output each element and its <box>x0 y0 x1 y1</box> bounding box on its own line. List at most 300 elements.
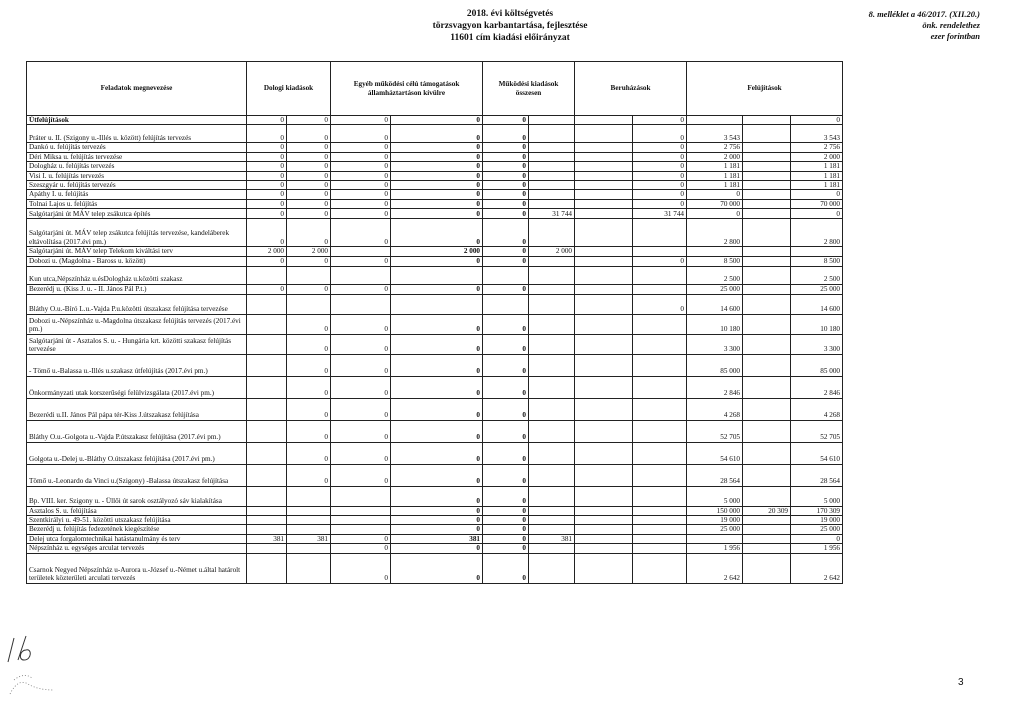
row-value-cell: 3 300 <box>791 334 843 354</box>
row-value-cell: 0 <box>687 209 743 219</box>
row-value-cell: 0 <box>287 256 331 266</box>
row-value-cell: 0 <box>287 334 331 354</box>
table-row <box>27 398 843 420</box>
row-value-cell <box>575 143 633 152</box>
title-line-1: 2018. évi költségvetés <box>466 9 554 19</box>
row-value-cell <box>575 256 633 266</box>
row-value-cell: 0 <box>287 181 331 190</box>
table-row <box>27 376 843 398</box>
row-value-cell: 0 <box>287 420 331 442</box>
row-value-cell <box>247 516 287 525</box>
row-value-cell <box>529 116 575 125</box>
row-value-cell: 0 <box>633 171 687 180</box>
row-value-cell <box>575 420 633 442</box>
row-value-cell: 0 <box>483 143 529 152</box>
row-value-cell: 0 <box>391 190 483 199</box>
row-value-cell <box>529 199 575 208</box>
row-value-cell: 0 <box>391 219 483 247</box>
row-value-cell: 5 000 <box>791 486 843 506</box>
annex-reference <box>820 9 980 42</box>
row-value-cell <box>247 376 287 398</box>
row-value-cell: 25 000 <box>687 525 743 534</box>
col-header-egyeb: Egyéb működési célú támogatások államháztartáson kívülre <box>331 62 483 116</box>
row-value-cell: 0 <box>247 143 287 152</box>
row-value-cell <box>247 464 287 486</box>
row-value-cell: 28 564 <box>791 464 843 486</box>
row-value-cell <box>575 219 633 247</box>
row-value-cell: 0 <box>287 354 331 376</box>
col-header-felujitasok: Felújítások <box>687 62 843 116</box>
row-value-cell: 0 <box>287 143 331 152</box>
row-value-cell: 10 180 <box>791 314 843 334</box>
row-value-cell: 0 <box>247 162 287 171</box>
row-value-cell: 2 000 <box>247 247 287 256</box>
row-value-cell <box>529 152 575 161</box>
row-value-cell: 0 <box>483 534 529 543</box>
row-value-cell: 0 <box>287 162 331 171</box>
row-value-cell: 20 309 <box>743 506 791 515</box>
row-value-cell: 0 <box>331 464 391 486</box>
row-value-cell: 0 <box>483 247 529 256</box>
row-value-cell: 52 705 <box>791 420 843 442</box>
row-value-cell <box>743 354 791 376</box>
row-value-cell: 0 <box>287 219 331 247</box>
row-task-name: Asztalos S. u. felújítása <box>27 506 247 515</box>
table-row <box>27 506 843 515</box>
row-value-cell <box>287 294 331 314</box>
row-value-cell: 2 642 <box>791 553 843 583</box>
row-value-cell <box>575 284 633 294</box>
row-value-cell: 0 <box>247 125 287 143</box>
row-value-cell: 381 <box>247 534 287 543</box>
row-value-cell <box>633 464 687 486</box>
row-value-cell: 0 <box>391 516 483 525</box>
row-value-cell: 0 <box>391 171 483 180</box>
row-value-cell: 0 <box>483 516 529 525</box>
row-value-cell: 0 <box>247 199 287 208</box>
row-value-cell <box>743 544 791 553</box>
row-value-cell: 2 756 <box>791 143 843 152</box>
row-value-cell <box>331 525 391 534</box>
row-value-cell <box>633 376 687 398</box>
row-value-cell: 0 <box>287 398 331 420</box>
row-value-cell: 3 543 <box>791 125 843 143</box>
row-value-cell <box>791 247 843 256</box>
row-value-cell <box>743 125 791 143</box>
row-value-cell: 0 <box>331 162 391 171</box>
row-value-cell <box>331 294 391 314</box>
row-value-cell <box>529 171 575 180</box>
row-value-cell <box>247 294 287 314</box>
row-value-cell: 0 <box>331 219 391 247</box>
row-value-cell: 0 <box>247 171 287 180</box>
row-value-cell: 0 <box>331 152 391 161</box>
row-value-cell: 0 <box>633 116 687 125</box>
row-value-cell: 0 <box>331 209 391 219</box>
row-value-cell: 0 <box>483 171 529 180</box>
row-value-cell: 0 <box>391 125 483 143</box>
row-value-cell: 2 756 <box>687 143 743 152</box>
row-value-cell <box>575 534 633 543</box>
row-value-cell: 0 <box>391 506 483 515</box>
row-value-cell: 1 181 <box>687 181 743 190</box>
row-value-cell: 0 <box>391 334 483 354</box>
row-value-cell: 0 <box>791 190 843 199</box>
row-value-cell: 4 268 <box>687 398 743 420</box>
row-value-cell <box>483 266 529 284</box>
row-value-cell <box>575 354 633 376</box>
row-value-cell: 0 <box>331 125 391 143</box>
row-value-cell: 1 181 <box>791 181 843 190</box>
row-value-cell: 14 600 <box>687 294 743 314</box>
row-value-cell <box>743 442 791 464</box>
table-row <box>27 162 843 171</box>
row-value-cell: 8 500 <box>687 256 743 266</box>
table-row <box>27 525 843 534</box>
table-row <box>27 294 843 314</box>
row-value-cell: 25 000 <box>791 284 843 294</box>
col-header-mukodesi: Működési kiadások összesen <box>483 62 575 116</box>
row-value-cell: 2 642 <box>687 553 743 583</box>
row-value-cell: 0 <box>483 314 529 334</box>
scribble-drawing <box>8 670 58 698</box>
row-task-name: Bláthy O.u.-Bíró L.u.-Vajda P.u.közötti útszakasz felújítása tervezése <box>27 294 247 314</box>
row-value-cell: 2 800 <box>687 219 743 247</box>
row-value-cell <box>633 442 687 464</box>
table-row <box>27 152 843 161</box>
row-value-cell: 3 543 <box>687 125 743 143</box>
table-row <box>27 266 843 284</box>
row-value-cell: 0 <box>633 152 687 161</box>
row-value-cell: 0 <box>391 181 483 190</box>
table-row <box>27 334 843 354</box>
row-value-cell: 0 <box>331 143 391 152</box>
row-value-cell <box>743 256 791 266</box>
row-value-cell: 2 500 <box>687 266 743 284</box>
table-section-row <box>27 116 843 125</box>
row-task-name: Bezerédj u. (Kiss J. u. - II. János Pál P.t.) <box>27 284 247 294</box>
row-value-cell: 0 <box>331 442 391 464</box>
row-value-cell <box>331 506 391 515</box>
row-task-name: Apáthy I. u. felújítás <box>27 190 247 199</box>
table-row <box>27 516 843 525</box>
row-value-cell: 381 <box>529 534 575 543</box>
row-value-cell: 2 800 <box>791 219 843 247</box>
row-value-cell: 0 <box>287 125 331 143</box>
title-line-3: 11601 cím kiadási előirányzat <box>450 33 570 43</box>
row-value-cell <box>287 553 331 583</box>
row-value-cell: 1 181 <box>687 162 743 171</box>
row-value-cell <box>529 143 575 152</box>
col-header-beruhazasok: Beruházások <box>575 62 687 116</box>
row-value-cell <box>247 486 287 506</box>
row-value-cell: 0 <box>247 284 287 294</box>
row-value-cell <box>687 534 743 543</box>
row-value-cell: 0 <box>791 209 843 219</box>
row-value-cell: 0 <box>391 256 483 266</box>
row-value-cell: 0 <box>391 199 483 208</box>
row-value-cell: 0 <box>247 116 287 125</box>
row-value-cell: 0 <box>633 294 687 314</box>
row-value-cell: 0 <box>483 256 529 266</box>
table-row <box>27 354 843 376</box>
row-value-cell: 2 846 <box>687 376 743 398</box>
row-task-name: Salgótarjáni út. MÁV telep zsákutca felújítás tervezése, kandeláberek eltávolítása (2017.évi pm.) <box>27 219 247 247</box>
row-value-cell <box>743 516 791 525</box>
row-value-cell <box>575 314 633 334</box>
row-value-cell <box>529 354 575 376</box>
row-value-cell <box>743 284 791 294</box>
row-value-cell <box>287 486 331 506</box>
row-value-cell <box>391 294 483 314</box>
row-value-cell <box>633 486 687 506</box>
row-value-cell <box>529 544 575 553</box>
row-task-name: Dobozi u. (Magdolna - Baross u. között) <box>27 256 247 266</box>
row-value-cell: 381 <box>287 534 331 543</box>
row-value-cell: 0 <box>287 171 331 180</box>
budget-table <box>26 61 843 584</box>
row-value-cell: 0 <box>391 464 483 486</box>
row-value-cell: 0 <box>331 376 391 398</box>
row-value-cell <box>743 553 791 583</box>
table-row <box>27 442 843 464</box>
row-value-cell: 0 <box>483 420 529 442</box>
row-value-cell: 0 <box>483 506 529 515</box>
row-value-cell: 0 <box>483 190 529 199</box>
row-value-cell <box>247 506 287 515</box>
annex-ref-line-1: 8. melléklet a 46/2017. (XII.20.) <box>868 9 980 19</box>
row-value-cell <box>247 266 287 284</box>
row-value-cell: 0 <box>331 354 391 376</box>
row-value-cell <box>529 190 575 199</box>
row-task-name: - Tömő u.-Balassa u.-Illés u.szakasz útfelújítás (2017.évi pm.) <box>27 354 247 376</box>
row-value-cell: 85 000 <box>687 354 743 376</box>
row-value-cell <box>331 486 391 506</box>
row-value-cell <box>287 506 331 515</box>
row-value-cell: 0 <box>331 171 391 180</box>
row-value-cell: 170 309 <box>791 506 843 515</box>
row-value-cell <box>743 464 791 486</box>
row-value-cell <box>529 398 575 420</box>
row-value-cell: 0 <box>391 143 483 152</box>
row-value-cell: 10 180 <box>687 314 743 334</box>
row-value-cell <box>287 525 331 534</box>
row-value-cell: 0 <box>687 190 743 199</box>
row-value-cell <box>743 171 791 180</box>
row-value-cell <box>575 442 633 464</box>
table-row <box>27 420 843 442</box>
row-value-cell <box>743 294 791 314</box>
row-value-cell <box>743 190 791 199</box>
row-value-cell: 0 <box>287 152 331 161</box>
row-value-cell <box>529 125 575 143</box>
row-value-cell: 19 000 <box>791 516 843 525</box>
row-value-cell <box>575 486 633 506</box>
row-value-cell: 0 <box>331 334 391 354</box>
row-value-cell: 54 610 <box>687 442 743 464</box>
row-value-cell <box>633 398 687 420</box>
table-row <box>27 464 843 486</box>
row-value-cell: 0 <box>791 534 843 543</box>
row-value-cell <box>575 525 633 534</box>
row-value-cell: 31 744 <box>529 209 575 219</box>
row-value-cell <box>743 420 791 442</box>
row-value-cell <box>287 544 331 553</box>
row-value-cell <box>529 420 575 442</box>
row-value-cell: 0 <box>483 354 529 376</box>
row-value-cell: 0 <box>483 209 529 219</box>
row-value-cell <box>529 486 575 506</box>
row-value-cell <box>743 398 791 420</box>
row-value-cell <box>575 464 633 486</box>
row-value-cell <box>633 247 687 256</box>
handwritten-margin-note <box>4 632 34 666</box>
table-row <box>27 219 843 247</box>
row-value-cell: 0 <box>287 190 331 199</box>
table-row <box>27 314 843 334</box>
row-task-name: Salgótarjáni út - Asztalos S. u. - Hungária krt. közötti szakasz felújítás tervezése <box>27 334 247 354</box>
row-task-name: Delej utca forgalomtechnikai hatástanulmány és terv <box>27 534 247 543</box>
row-value-cell: 0 <box>287 199 331 208</box>
row-value-cell: 0 <box>391 420 483 442</box>
row-value-cell <box>287 266 331 284</box>
row-value-cell <box>743 209 791 219</box>
row-value-cell: 2 000 <box>791 152 843 161</box>
row-value-cell <box>633 354 687 376</box>
row-value-cell <box>529 256 575 266</box>
row-value-cell <box>575 171 633 180</box>
row-value-cell: 0 <box>483 125 529 143</box>
row-value-cell: 0 <box>391 376 483 398</box>
row-value-cell <box>575 544 633 553</box>
row-value-cell <box>743 376 791 398</box>
row-value-cell: 381 <box>391 534 483 543</box>
row-value-cell: 25 000 <box>687 284 743 294</box>
row-value-cell <box>247 314 287 334</box>
row-value-cell <box>247 334 287 354</box>
row-value-cell <box>529 284 575 294</box>
row-value-cell <box>575 181 633 190</box>
row-value-cell: 0 <box>391 284 483 294</box>
row-value-cell <box>529 553 575 583</box>
row-task-name: Tömő u.-Leonardo da Vinci u.(Szigony) -Balassa útszakasz felújítása <box>27 464 247 486</box>
row-value-cell: 70 000 <box>687 199 743 208</box>
row-value-cell <box>633 219 687 247</box>
row-value-cell: 0 <box>331 534 391 543</box>
row-value-cell: 0 <box>483 199 529 208</box>
row-value-cell <box>247 398 287 420</box>
row-value-cell <box>575 398 633 420</box>
table-row <box>27 190 843 199</box>
dotted-scribble <box>8 670 58 698</box>
row-value-cell: 2 000 <box>687 152 743 161</box>
row-value-cell: 0 <box>391 314 483 334</box>
row-value-cell: 54 610 <box>791 442 843 464</box>
table-row <box>27 143 843 152</box>
row-value-cell <box>633 525 687 534</box>
row-value-cell: 0 <box>633 199 687 208</box>
row-task-name: Bláthy O.u.-Golgota u.-Vajda P.útszakasz felújítása (2017.évi pm.) <box>27 420 247 442</box>
row-value-cell: 1 956 <box>687 544 743 553</box>
row-value-cell <box>247 354 287 376</box>
row-task-name: Népszínház u. egységes arculat tervezés <box>27 544 247 553</box>
row-value-cell: 0 <box>247 181 287 190</box>
row-task-name: Útfelújítások <box>27 116 247 125</box>
row-value-cell <box>575 190 633 199</box>
row-value-cell: 0 <box>331 398 391 420</box>
row-value-cell: 0 <box>287 314 331 334</box>
row-value-cell <box>743 247 791 256</box>
row-value-cell: 1 181 <box>791 162 843 171</box>
row-value-cell: 0 <box>247 190 287 199</box>
row-value-cell <box>633 534 687 543</box>
row-task-name: Önkormányzati utak korszerűségi felülvizsgálata (2017.évi pm.) <box>27 376 247 398</box>
row-value-cell <box>743 116 791 125</box>
row-task-name: Bezerédi u.II. János Pál pápa tér-Kiss J.útszakasz felújítása <box>27 398 247 420</box>
row-value-cell: 0 <box>391 398 483 420</box>
row-task-name: Déri Miksa u. felújítás tervezése <box>27 152 247 161</box>
row-value-cell <box>633 516 687 525</box>
row-value-cell <box>633 284 687 294</box>
row-value-cell <box>743 152 791 161</box>
row-value-cell: 0 <box>483 376 529 398</box>
row-value-cell <box>575 116 633 125</box>
row-value-cell: 3 300 <box>687 334 743 354</box>
row-value-cell: 0 <box>391 354 483 376</box>
row-value-cell: 0 <box>391 116 483 125</box>
row-value-cell <box>633 544 687 553</box>
row-value-cell: 150 000 <box>687 506 743 515</box>
row-value-cell: 19 000 <box>687 516 743 525</box>
row-value-cell <box>331 516 391 525</box>
row-value-cell <box>575 209 633 219</box>
row-value-cell: 0 <box>331 190 391 199</box>
document-title-block <box>380 8 640 44</box>
row-value-cell <box>483 294 529 314</box>
row-task-name: Szentkirályi u. 49-51. közötti utszakasz felújítása <box>27 516 247 525</box>
row-value-cell: 0 <box>331 256 391 266</box>
row-value-cell <box>743 266 791 284</box>
row-value-cell: 0 <box>331 314 391 334</box>
row-task-name: Golgota u.-Delej u.-Bláthy O.útszakasz felújítása (2017.évi pm.) <box>27 442 247 464</box>
row-value-cell: 0 <box>391 544 483 553</box>
row-value-cell <box>687 116 743 125</box>
row-value-cell: 0 <box>391 152 483 161</box>
row-task-name: Dologház u. felújítás tervezés <box>27 162 247 171</box>
row-value-cell: 0 <box>287 209 331 219</box>
row-value-cell <box>529 464 575 486</box>
row-value-cell <box>633 266 687 284</box>
row-value-cell <box>743 199 791 208</box>
row-value-cell <box>575 247 633 256</box>
row-value-cell: 2 500 <box>791 266 843 284</box>
row-value-cell: 0 <box>331 420 391 442</box>
row-value-cell: 0 <box>331 544 391 553</box>
row-task-name: Dobozi u.-Népszínház u.-Magdolna útszakasz felújítás tervezés (2017.évi pm.) <box>27 314 247 334</box>
table-row <box>27 534 843 543</box>
row-value-cell <box>743 486 791 506</box>
table-row <box>27 171 843 180</box>
row-value-cell <box>575 334 633 354</box>
table-row <box>27 209 843 219</box>
row-value-cell: 2 000 <box>391 247 483 256</box>
row-value-cell: 0 <box>633 143 687 152</box>
row-value-cell <box>529 314 575 334</box>
row-value-cell: 0 <box>633 190 687 199</box>
row-value-cell <box>391 266 483 284</box>
row-value-cell: 0 <box>247 219 287 247</box>
row-value-cell <box>287 516 331 525</box>
